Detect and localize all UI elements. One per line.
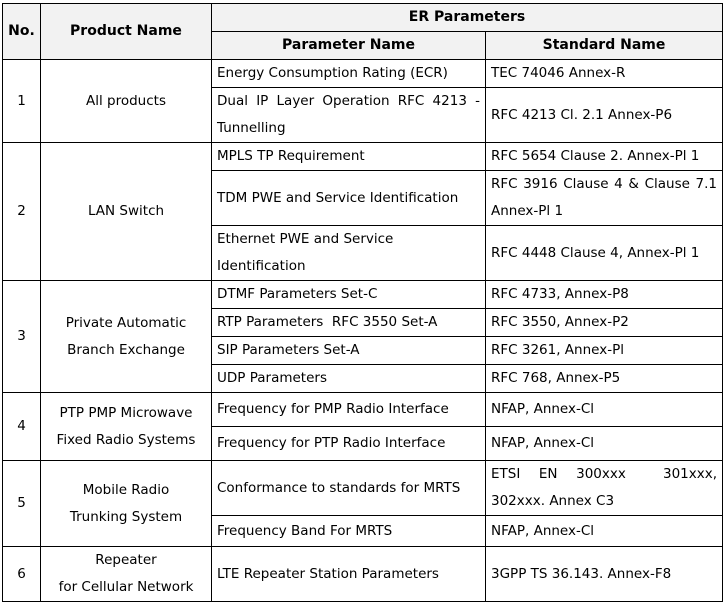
table-row: [3, 393, 723, 427]
row-number: 4: [3, 393, 41, 461]
standard-name: RFC 3550, Annex-P2: [486, 309, 723, 337]
product-name: Mobile Radio Trunking System: [41, 461, 212, 547]
row-number: 3: [3, 281, 41, 393]
parameter-name: Frequency for PMP Radio Interface: [212, 393, 486, 427]
table-row: [3, 547, 723, 602]
row-number: 2: [3, 143, 41, 281]
product-name: All products: [41, 60, 212, 143]
standard-name: RFC 4733, Annex-P8: [486, 281, 723, 309]
header-no: No.: [3, 4, 41, 60]
standard-name: RFC 5654 Clause 2. Annex-Pl 1: [486, 143, 723, 171]
parameter-name: RTP Parameters RFC 3550 Set-A: [212, 309, 486, 337]
header-product-name: Product Name: [41, 4, 212, 60]
standard-name: NFAP, Annex-Cl: [486, 393, 723, 427]
standard-name: RFC 4448 Clause 4, Annex-Pl 1: [486, 226, 723, 281]
parameter-name: SIP Parameters Set-A: [212, 337, 486, 365]
product-name: PTP PMP Microwave Fixed Radio Systems: [41, 393, 212, 461]
standard-name: NFAP, Annex-Cl: [486, 427, 723, 461]
standard-name: ETSI EN 300xxx 301xxx, 302xxx. Annex C3: [486, 461, 723, 516]
table-row: [3, 60, 723, 88]
header-parameter-name: Parameter Name: [212, 32, 486, 60]
header-er-parameters: ER Parameters: [212, 4, 723, 32]
parameter-name: Frequency for PTP Radio Interface: [212, 427, 486, 461]
table-row: [3, 143, 723, 171]
standard-name: RFC 3916 Clause 4 & Clause 7.1 Annex-Pl 1: [486, 171, 723, 226]
parameter-name: TDM PWE and Service Identification: [212, 171, 486, 226]
standard-name: 3GPP TS 36.143. Annex-F8: [486, 547, 723, 602]
parameter-name: Ethernet PWE and Service Identification: [212, 226, 486, 281]
row-number: 1: [3, 60, 41, 143]
parameter-name: Frequency Band For MRTS: [212, 516, 486, 547]
parameter-name: Energy Consumption Rating (ECR): [212, 60, 486, 88]
standard-name: RFC 4213 Cl. 2.1 Annex-P6: [486, 88, 723, 143]
table-row: [3, 281, 723, 309]
row-number: 5: [3, 461, 41, 547]
standard-name: NFAP, Annex-Cl: [486, 516, 723, 547]
parameter-name: Conformance to standards for MRTS: [212, 461, 486, 516]
product-name: LAN Switch: [41, 143, 212, 281]
standard-name: TEC 74046 Annex-R: [486, 60, 723, 88]
parameter-name: MPLS TP Requirement: [212, 143, 486, 171]
parameter-name: UDP Parameters: [212, 365, 486, 393]
parameter-name: LTE Repeater Station Parameters: [212, 547, 486, 602]
row-number: 6: [3, 547, 41, 602]
standard-name: RFC 768, Annex-P5: [486, 365, 723, 393]
er-parameters-table: [2, 3, 723, 602]
header-standard-name: Standard Name: [486, 32, 723, 60]
product-name: Repeater for Cellular Network: [41, 547, 212, 602]
parameter-name: DTMF Parameters Set-C: [212, 281, 486, 309]
product-name: Private Automatic Branch Exchange: [41, 281, 212, 393]
table-row: [3, 461, 723, 516]
parameter-name: Dual IP Layer Operation RFC 4213 - Tunnelling: [212, 88, 486, 143]
standard-name: RFC 3261, Annex-Pl: [486, 337, 723, 365]
